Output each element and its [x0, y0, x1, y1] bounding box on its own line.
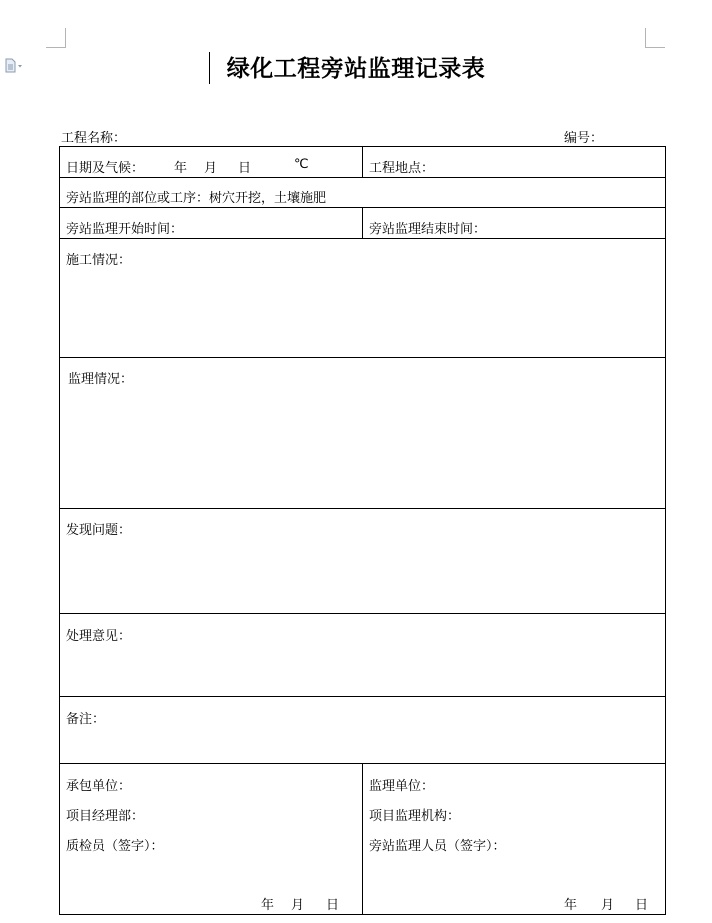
table-row-divider — [60, 357, 665, 358]
date-weather-label[interactable]: 日期及气候： — [66, 161, 145, 176]
left-sign-year-label[interactable]: 年 — [261, 898, 275, 913]
supervised-part-process-label: 旁站监理的部位或工序： — [66, 191, 210, 206]
project-location-label[interactable]: 工程地点： — [369, 161, 435, 176]
table-row-divider — [60, 508, 665, 509]
project-name-label[interactable]: 工程名称： — [61, 131, 127, 146]
temperature-unit-label[interactable]: ℃ — [294, 157, 309, 172]
supervision-end-time-label[interactable]: 旁站监理结束时间： — [369, 222, 487, 237]
table-column-divider — [362, 147, 363, 177]
remarks-label[interactable]: 备注： — [66, 712, 106, 727]
supervision-record-table — [59, 146, 666, 915]
supervision-start-time-label[interactable]: 旁站监理开始时间： — [66, 222, 184, 237]
contractor-label[interactable]: 承包单位： — [66, 779, 132, 794]
left-sign-day-label[interactable]: 日 — [326, 898, 340, 913]
quality-inspector-signature-label[interactable]: 质检员（签字）： — [66, 839, 164, 854]
table-column-divider — [362, 207, 363, 238]
supervised-part-process-value: 树穴开挖，土壤施肥 — [209, 191, 327, 206]
table-row-divider — [60, 238, 665, 239]
supervised-part-process-field[interactable] — [66, 187, 326, 206]
supervisor-signature-label[interactable]: 旁站监理人员（签字）： — [369, 839, 506, 854]
page-corner-mark-top-right — [645, 28, 665, 48]
handling-opinion-label[interactable]: 处理意见： — [66, 629, 132, 644]
right-sign-year-label[interactable]: 年 — [564, 898, 578, 913]
date-year-label[interactable]: 年 — [174, 161, 188, 176]
page-corner-mark-top-left — [46, 28, 66, 48]
text-cursor — [209, 52, 210, 84]
table-row-divider — [60, 177, 665, 178]
left-sign-month-label[interactable]: 月 — [291, 898, 305, 913]
date-day-label[interactable]: 日 — [238, 161, 252, 176]
date-month-label[interactable]: 月 — [204, 161, 218, 176]
problems-found-label[interactable]: 发现问题： — [66, 523, 132, 538]
supervision-status-label[interactable]: 监理情况： — [68, 372, 134, 387]
table-row-divider — [60, 613, 665, 614]
table-column-divider — [362, 763, 363, 915]
right-sign-day-label[interactable]: 日 — [635, 898, 649, 913]
table-row-divider — [60, 696, 665, 697]
project-manager-dept-label[interactable]: 项目经理部： — [66, 809, 145, 824]
serial-number-label[interactable]: 编号： — [564, 131, 604, 146]
document-title[interactable]: 绿化工程旁站监理记录表 — [226, 56, 486, 82]
right-sign-month-label[interactable]: 月 — [601, 898, 615, 913]
project-supervision-org-label[interactable]: 项目监理机构： — [369, 809, 461, 824]
supervision-unit-label[interactable]: 监理单位： — [369, 779, 435, 794]
construction-status-label[interactable]: 施工情况： — [66, 253, 132, 268]
